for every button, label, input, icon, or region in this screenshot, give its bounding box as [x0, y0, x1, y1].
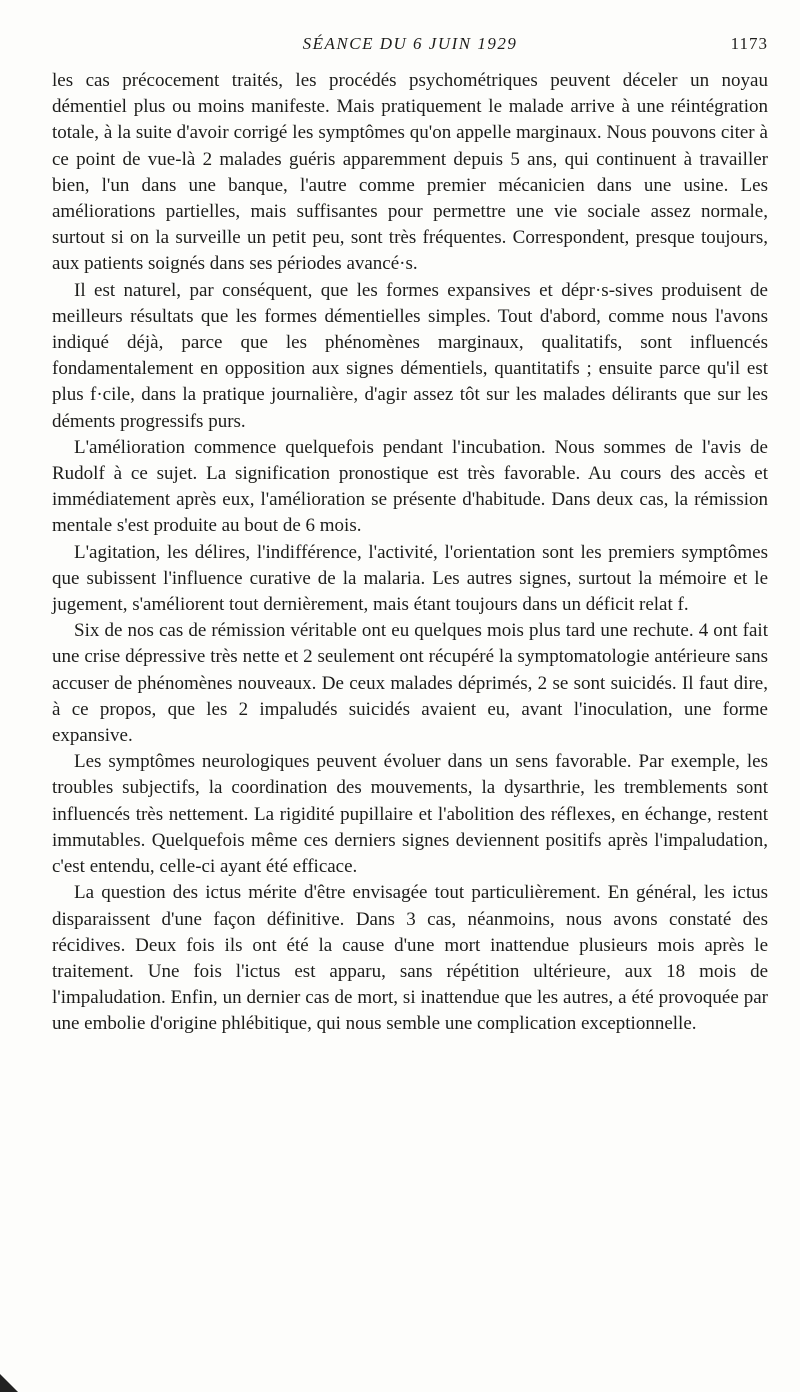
paragraph: L'agitation, les délires, l'indifférence, l'activité, l'orientation sont les premiers symptômes que subissent l'influence curative de la malaria. Les autres signes, surtout la mémoire et le jugement, s'améliorent tout dernièrement, mais étant toujours dans un déficit relat f.	[52, 541, 768, 616]
document-page	[52, 34, 768, 1038]
paragraph: Six de nos cas de rémission véritable ont eu quelques mois plus tard une rechute. 4 ont fait une crise dépressive très nette et 2 seulement ont récupéré la symptomatologie antérieure sans accuser de phénomènes nouveaux. De ceux malades déprimés, 2 se sont suicidés. Il faut dire, à ce propos, que les 2 impaludés suicidés avaient eu, avant l'inoculation, une forme expansive.	[52, 620, 768, 747]
body-text	[52, 68, 768, 1038]
paragraph: les cas précocement traités, les procédés psychométriques peuvent déceler un noyau démentiel plus ou moins manifeste. Mais pratiquement le malade arrive à une réintégration totale, à la suite d'avoir corrigé les symptômes qu'on appelle marginaux. Nous pouvons citer à ce point de vue-là 2 malades guéris apparemment depuis 5 ans, qui continuent à travailler bien, l'un dans une banque, l'autre comme premier mécanicien dans une usine. Les améliorations partielles, mais suffisantes pour permettre une vie sociale assez normale, surtout si on la surveille un petit peu, sont très fréquentes. Correspondent, presque toujours, aux patients soignés dans ses périodes avancé·s.	[52, 70, 768, 275]
paragraph: La question des ictus mérite d'être envisagée tout particulièrement. En général, les ictus disparaissent d'une façon définitive. Dans 3 cas, néanmoins, nous avons constaté des récidives. Deux fois ils ont été la cause d'une mort inattendue plusieurs mois après le traitement. Une fois l'ictus est apparu, sans répétition ultérieure, aux 18 mois de l'impaludation. Enfin, un dernier cas de mort, si inattendue que les autres, a été provoquée par une embolie d'origine phlébitique, qui nous semble une complication exceptionnelle.	[52, 882, 768, 1035]
paragraph: Les symptômes neurologiques peuvent évoluer dans un sens favorable. Par exemple, les troubles subjectifs, la coordination des mouvements, la dysarthrie, les tremblements sont influencés très nettement. La rigidité pupillaire et l'abolition des réflexes, en échange, restent immutables. Quelquefois même ces derniers signes deviennent positifs après l'impaludation, c'est entendu, celle-ci ayant été efficace.	[52, 751, 768, 878]
paragraph: L'amélioration commence quelquefois pendant l'incubation. Nous sommes de l'avis de Rudolf à ce sujet. La signification pronostique est très favorable. Au cours des accès et immédiatement après eux, l'amélioration se présente d'habitude. Dans deux cas, la rémission mentale s'est produite au bout de 6 mois.	[52, 436, 768, 537]
scan-corner-mark	[0, 1374, 18, 1392]
page-header	[52, 34, 768, 56]
running-title: SÉANCE DU 6 JUIN 1929	[302, 34, 518, 53]
page-number: 1173	[730, 34, 768, 53]
paragraph: Il est naturel, par conséquent, que les formes expansives et dépr·s-sives produisent de meilleurs résultats que les formes démentielles simples. Tout d'abord, comme nous l'avons indiqué déjà, parce que les phénomènes marginaux, qualitatifs, sont influencés fondamentalement en opposition aux signes démentiels, quantitatifs ; ensuite parce qu'il est plus f·cile, dans la pratique journalière, d'agir assez tôt sur les malades délirants que sur les déments progressifs purs.	[52, 279, 768, 432]
